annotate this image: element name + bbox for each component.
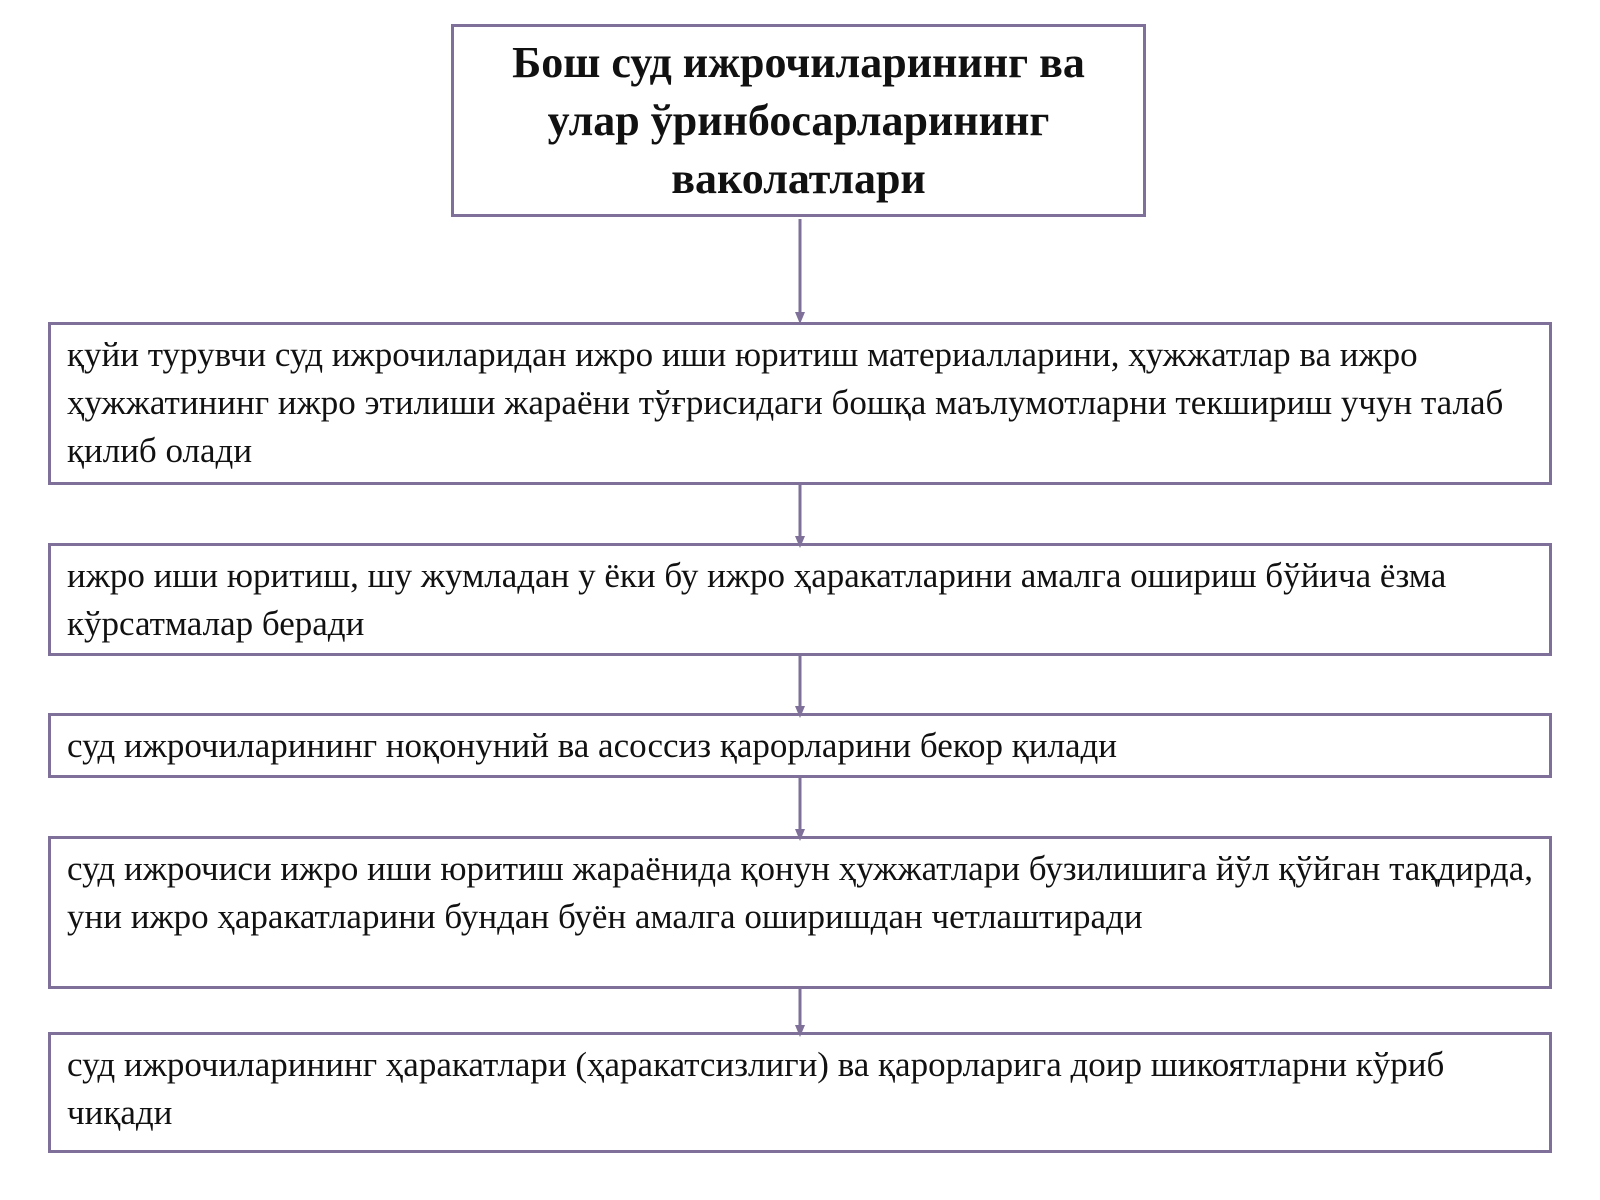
authority-item-3-text: суд ижрочиларининг ноқонуний ва асоссиз қарорларини бекор қилади bbox=[67, 726, 1118, 765]
authority-item-1 bbox=[48, 322, 1552, 485]
authority-item-3 bbox=[48, 713, 1552, 778]
authority-item-4 bbox=[48, 836, 1552, 989]
title-box bbox=[451, 24, 1146, 217]
authority-item-5 bbox=[48, 1032, 1552, 1153]
authority-item-5-text: суд ижрочиларининг ҳаракатлари (ҳаракатсизлиги) ва қарорларига доир шикоятларни кўриб чиқади bbox=[67, 1045, 1445, 1132]
authority-item-2 bbox=[48, 543, 1552, 656]
diagram-title: Бош суд ижрочиларининг ва улар ўринбосарларининг ваколатлари bbox=[512, 37, 1085, 203]
authority-item-1-text: қуйи турувчи суд ижрочиларидан ижро иши юритиш материалларини, ҳужжатлар ва ижро ҳужжатининг ижро этилиши жараёни тўғрисидаги бошқа маълумотларни текшириш учун талаб қилиб олади bbox=[67, 335, 1504, 470]
authority-item-2-text: ижро иши юритиш, шу жумладан у ёки бу ижро ҳаракатларини амалга ошириш бўйича ёзма кўрсатмалар беради bbox=[67, 556, 1447, 643]
authority-item-4-text: суд ижрочиси ижро иши юритиш жараёнида қонун ҳужжатлари бузилишига йўл қўйган тақдирда, уни ижро ҳаракатларини бундан буён амалга оширишдан четлаштиради bbox=[67, 849, 1533, 936]
